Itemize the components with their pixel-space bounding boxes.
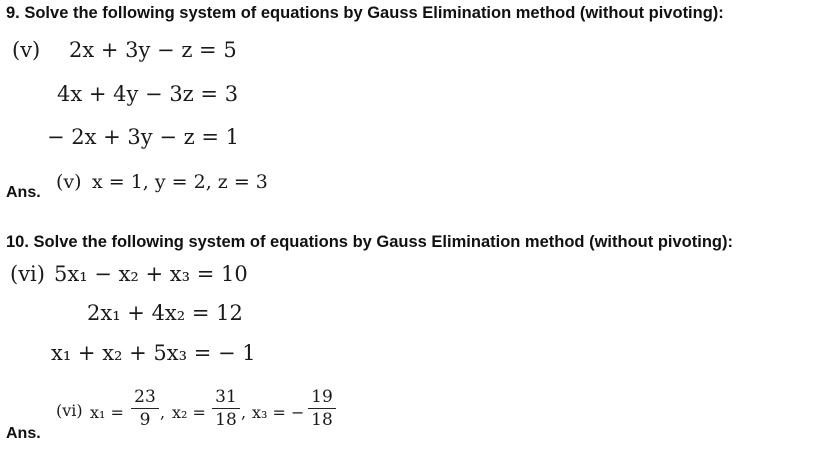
problem-10-label: (vi) xyxy=(10,262,45,286)
answer-x3-fraction-bar xyxy=(308,408,336,409)
answer-x2-fraction-bar xyxy=(212,408,240,409)
problem-9-answer-prefix: Ans. xyxy=(6,184,41,201)
problem-10-equation-2: 2x₁ + 4x₂ = 12 xyxy=(87,301,243,325)
answer-x2-lhs: x₂ = xyxy=(172,403,206,422)
answer-x3-lhs: x₃ = − xyxy=(252,403,305,422)
answer-x2-denominator: 18 xyxy=(215,410,237,430)
answer-x1-denominator: 9 xyxy=(139,410,151,430)
problem-9-answer-label: (v) xyxy=(56,171,82,193)
problem-9-answer: x = 1, y = 2, z = 3 xyxy=(92,171,268,193)
problem-10-heading: 10. Solve the following system of equations by Gauss Elimination method (without pivoting): xyxy=(6,233,733,251)
problem-9-equation-1: 2x + 3y − z = 5 xyxy=(69,38,237,62)
answer-x1-fraction-bar xyxy=(131,408,159,409)
problem-10-answer-label: (vi) xyxy=(56,401,83,420)
problem-9-label: (v) xyxy=(12,38,41,62)
answer-x3-numerator: 19 xyxy=(311,387,333,407)
problem-10-answer-prefix: Ans. xyxy=(6,425,41,442)
answer-x3-denominator: 18 xyxy=(311,410,333,430)
problem-9-equation-2: 4x + 4y − 3z = 3 xyxy=(57,82,239,106)
problem-9-equation-3: − 2x + 3y − z = 1 xyxy=(47,125,239,149)
answer-x2-numerator: 31 xyxy=(215,387,237,407)
answer-separator-2: , xyxy=(241,403,247,422)
answer-x1-numerator: 23 xyxy=(134,387,156,407)
answer-separator-1: , xyxy=(160,403,166,422)
answer-x1-fraction xyxy=(131,387,159,430)
problem-10-equation-1: 5x₁ − x₂ + x₃ = 10 xyxy=(54,262,248,286)
answer-x1-lhs: x₁ = xyxy=(90,403,124,422)
answer-x3-fraction xyxy=(308,387,336,430)
problem-9-heading: 9. Solve the following system of equations by Gauss Elimination method (without pivoting): xyxy=(6,4,724,22)
answer-x2-fraction xyxy=(212,387,240,430)
problem-10-equation-3: x₁ + x₂ + 5x₃ = − 1 xyxy=(51,341,256,365)
